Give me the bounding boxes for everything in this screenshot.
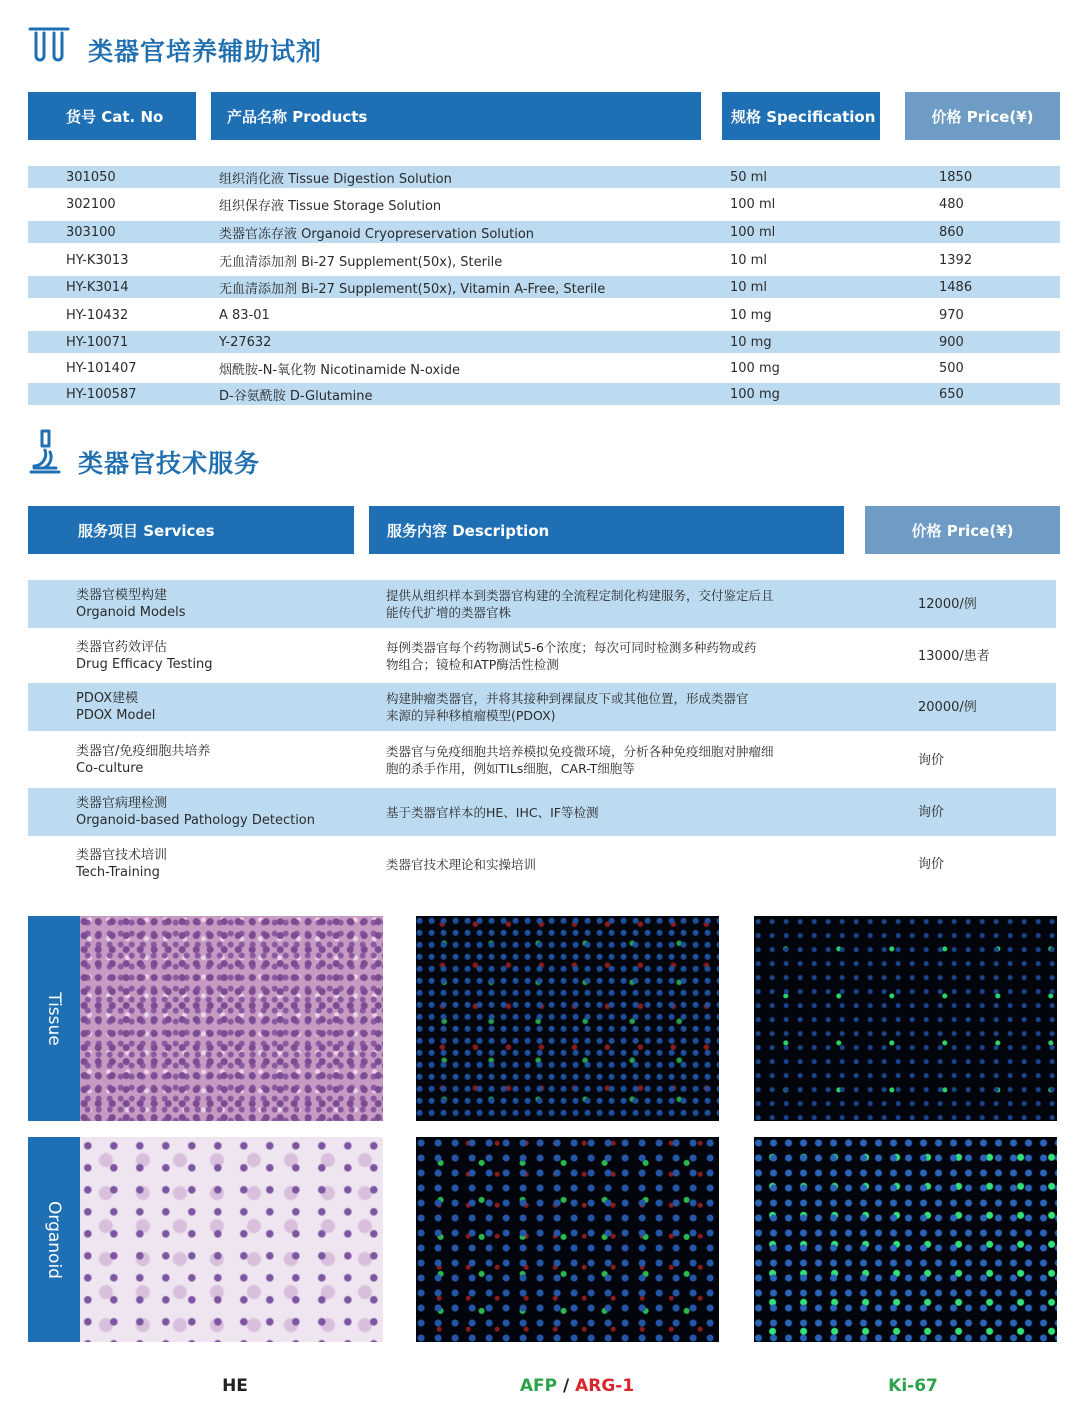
product-cell: 无血清添加剂 Bi-27 Supplement(50x), Sterile	[219, 254, 503, 270]
caption-ki67	[813, 1376, 1013, 1396]
service-name-zh: PDOX建模	[76, 691, 139, 706]
service-desc-line1: 类器官技术理论和实操培训	[386, 856, 537, 872]
table-row	[28, 683, 1056, 731]
header-cat-no	[28, 92, 196, 140]
table-row	[28, 357, 1060, 379]
header-service-price	[865, 506, 1060, 554]
table-row	[28, 736, 1056, 784]
header-services	[28, 506, 354, 554]
microscope-icon	[28, 428, 62, 476]
cat-no-cell: HY-101407	[66, 360, 137, 376]
row-label-tissue-text: Tissue	[44, 991, 65, 1046]
service-price: 12000/例	[918, 596, 977, 612]
service-name-zh: 类器官药效评估	[76, 640, 168, 655]
price-cell: 650	[939, 386, 964, 402]
afp-arg1-tissue-image	[416, 916, 719, 1121]
header-services-label: 服务项目 Services	[78, 521, 215, 540]
cat-no-cell: HY-10071	[66, 334, 129, 350]
service-desc-line2: 能传代扩增的类器官株	[386, 605, 512, 620]
table-row	[28, 249, 1060, 271]
service-name-en: Organoid-based Pathology Detection	[76, 813, 315, 828]
price-cell: 1486	[939, 279, 973, 295]
service-price: 20000/例	[918, 699, 977, 715]
product-cell: D-谷氨酰胺 D-Glutamine	[219, 388, 373, 404]
cat-no-cell: HY-K3013	[66, 252, 129, 268]
table-row	[28, 166, 1060, 188]
price-cell: 1850	[939, 169, 973, 185]
service-name-en: PDOX Model	[76, 708, 156, 723]
cat-no-cell: 303100	[66, 224, 116, 240]
product-cell: A 83-01	[219, 307, 270, 323]
service-price: 询价	[918, 804, 945, 820]
product-cell: 类器官冻存液 Organoid Cryopreservation Solution	[219, 226, 535, 242]
service-name-zh: 类器官/免疫细胞共培养	[76, 744, 211, 759]
caption-he-text: HE	[222, 1376, 248, 1396]
spec-cell: 10 ml	[730, 279, 767, 295]
service-name-zh: 类器官病理检测	[76, 796, 168, 811]
table-row	[28, 331, 1060, 353]
product-cell: Y-27632	[219, 334, 272, 350]
product-cell: 无血清添加剂 Bi-27 Supplement(50x), Vitamin A-Free, Sterile	[219, 281, 606, 297]
service-desc-line2: 来源的异种移植瘤模型(PDOX)	[386, 708, 556, 723]
spec-cell: 10 mg	[730, 307, 772, 323]
cat-no-cell: 301050	[66, 169, 116, 185]
header-description-label: 服务内容 Description	[387, 521, 550, 540]
service-price: 询价	[918, 752, 945, 768]
he-organoid-image	[80, 1137, 383, 1342]
table-row	[28, 304, 1060, 326]
service-price: 13000/患者	[918, 648, 990, 664]
service-name-zh: 类器官模型构建	[76, 588, 168, 603]
service-price: 询价	[918, 856, 945, 872]
price-cell: 480	[939, 196, 964, 212]
caption-arg1: ARG-1	[575, 1376, 635, 1396]
table-row	[28, 788, 1056, 836]
service-desc-line1: 类器官与免疫细胞共培养模拟免疫微环境，分析各种免疫细胞对肿瘤细	[386, 744, 774, 759]
table-row	[28, 193, 1060, 215]
service-desc-line1: 构建肿瘤类器官，并将其接种到裸鼠皮下或其他位置，形成类器官	[386, 691, 749, 706]
service-desc-line2: 胞的杀手作用，例如TILs细胞，CAR-T细胞等	[386, 761, 635, 776]
spec-cell: 50 ml	[730, 169, 767, 185]
service-desc-line1: 基于类器官样本的HE、IHC、IF等检测	[386, 804, 599, 820]
table-row	[28, 383, 1060, 405]
product-cell: 组织消化液 Tissue Digestion Solution	[219, 171, 452, 187]
price-cell: 860	[939, 224, 964, 240]
service-desc-line1: 提供从组织样本到类器官构建的全流程定制化构建服务，交付鉴定后且	[386, 588, 774, 603]
spec-cell: 100 mg	[730, 360, 780, 376]
header-spec	[722, 92, 880, 140]
cat-no-cell: 302100	[66, 196, 116, 212]
product-cell: 烟酰胺-N-氧化物 Nicotinamide N-oxide	[219, 362, 461, 378]
table-row	[28, 221, 1060, 243]
caption-he	[135, 1376, 335, 1396]
row-label-organoid	[28, 1137, 80, 1342]
header-product-label: 产品名称 Products	[227, 107, 368, 126]
test-tubes-icon	[28, 26, 70, 66]
cat-no-cell: HY-10432	[66, 307, 129, 323]
cat-no-cell: HY-K3014	[66, 279, 129, 295]
spec-cell: 10 mg	[730, 334, 772, 350]
header-description	[369, 506, 844, 554]
header-price	[905, 92, 1060, 140]
table-row	[28, 580, 1056, 628]
service-name-en: Co-culture	[76, 761, 144, 776]
cat-no-cell: HY-100587	[66, 386, 137, 402]
caption-ki67-text: Ki-67	[888, 1376, 938, 1396]
service-name-en: Organoid Models	[76, 605, 186, 620]
he-tissue-image	[80, 916, 383, 1121]
header-price-label: 价格 Price(¥)	[931, 107, 1034, 126]
price-cell: 900	[939, 334, 964, 350]
services-section-title: 类器官技术服务	[78, 449, 261, 478]
spec-cell: 100 ml	[730, 196, 776, 212]
spec-cell: 100 ml	[730, 224, 776, 240]
row-label-organoid-text: Organoid	[44, 1200, 65, 1279]
row-label-tissue	[28, 916, 80, 1121]
ki67-tissue-image	[754, 916, 1057, 1121]
service-name-en: Drug Efficacy Testing	[76, 657, 213, 672]
caption-afp-arg1	[477, 1376, 677, 1396]
price-cell: 500	[939, 360, 964, 376]
header-spec-label: 规格 Specification	[731, 107, 876, 126]
table-row	[28, 632, 1056, 680]
table-row	[28, 276, 1060, 298]
spec-cell: 100 mg	[730, 386, 780, 402]
header-product	[211, 92, 701, 140]
table-row	[28, 840, 1056, 888]
spec-cell: 10 ml	[730, 252, 767, 268]
caption-slash: /	[557, 1376, 576, 1396]
caption-afp: AFP	[519, 1376, 558, 1396]
service-name-zh: 类器官技术培训	[76, 848, 168, 863]
service-name-en: Tech-Training	[76, 865, 160, 880]
afp-arg1-organoid-image	[416, 1137, 719, 1342]
reagents-section-title: 类器官培养辅助试剂	[88, 37, 323, 66]
price-cell: 1392	[939, 252, 973, 268]
service-desc-line1: 每例类器官每个药物测试5-6个浓度；每次可同时检测多种药物或药	[386, 640, 757, 655]
header-service-price-label: 价格 Price(¥)	[911, 521, 1014, 540]
header-cat-no-label: 货号 Cat. No	[66, 107, 164, 126]
price-cell: 970	[939, 307, 964, 323]
service-desc-line2: 物组合；镜检和ATP酶活性检测	[386, 657, 559, 672]
ki67-organoid-image	[754, 1137, 1057, 1342]
product-cell: 组织保存液 Tissue Storage Solution	[219, 198, 442, 214]
